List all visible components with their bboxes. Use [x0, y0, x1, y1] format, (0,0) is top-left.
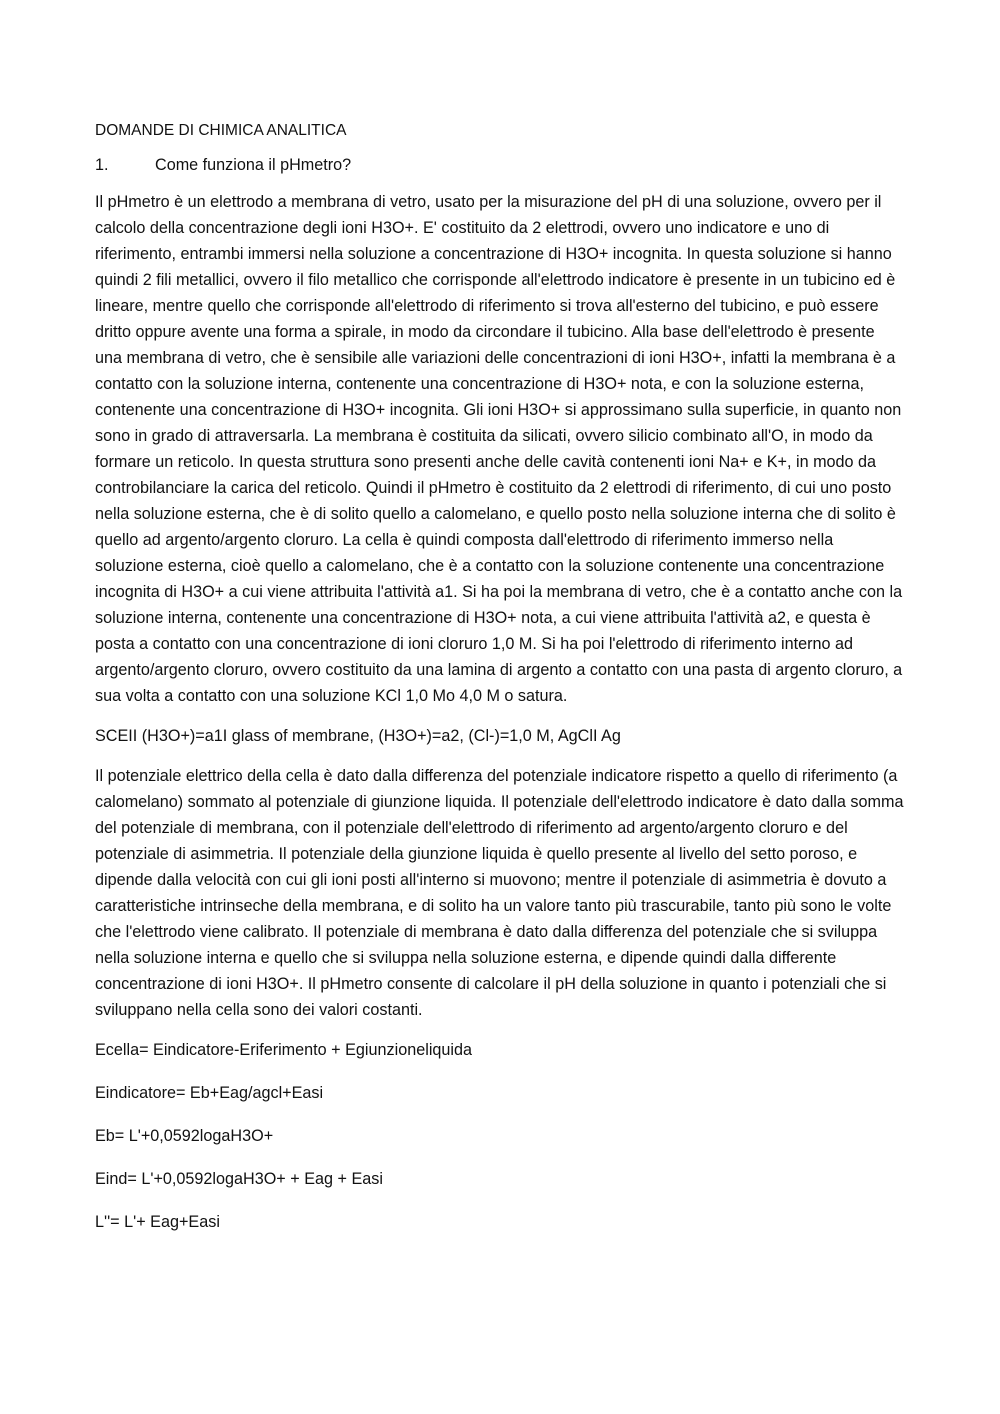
formula-eb: Eb= L'+0,0592logaH3O+: [95, 1127, 274, 1145]
formula-eind: Eind= L'+0,0592logaH3O+ + Eag + Easi: [95, 1170, 383, 1188]
question-text: Come funziona il pHmetro?: [155, 156, 352, 174]
answer-paragraph-2: Il potenziale elettrico della cella è dato dalla differenza del potenziale indicatore rispetto a quello di riferimento (a calomelano) sommato al potenziale di giunzione liquida. Il potenziale dell'elettrodo indicatore è dato dalla somma del potenziale di membrana, con il potenziale dell'elettrodo di riferimento ad argento/argento cloruro e del potenziale di asimmetria. Il potenziale della giunzione liquida è quello presente al livello del setto poroso, e dipende dalla velocità con cui gli ioni posti all'interno si muovono; mentre il potenziale di asimmetria è dovuto a caratteristiche intrinseche della membrana, e di solito ha un valore tanto più trascurabile, tanto più sono le volte che l'elettrodo viene calibrato. Il potenziale di membrana è dato dalla differenza del potenziale che si sviluppa nella soluzione interna e quello che si sviluppa nella soluzione esterna, e dipende quindi dalla differente concentrazione di ioni H3O+. Il pHmetro consente di calcolare il pH della soluzione in quanto i potenziali che si sviluppano nella cella sono dei valori costanti.: [95, 767, 904, 1019]
document-title: DOMANDE DI CHIMICA ANALITICA: [95, 122, 347, 139]
cell-notation: SCEII (H3O+)=a1I glass of membrane, (H3O+)=a2, (Cl-)=1,0 M, AgClI Ag: [95, 727, 621, 745]
answer-paragraph-1: Il pHmetro è un elettrodo a membrana di vetro, usato per la misurazione del pH di una soluzione, ovvero per il calcolo della concentrazione degli ioni H3O+. E' costituito da 2 elettrodi, ovvero uno indicatore e uno di riferimento, entrambi immersi nella soluzione a concentrazione di H3O+ incognita. In questa soluzione si hanno quindi 2 fili metallici, ovvero il filo metallico che corrisponde all'elettrodo indicatore è presente in un tubicino ed è lineare, mentre quello che corrisponde all'elettrodo di riferimento si trova all'esterno del tubicino, e può essere dritto oppure avente una forma a spirale, in modo da circondare il tubicino. Alla base dell'elettrodo è presente una membrana di vetro, che è sensibile alle variazioni delle concentrazioni di ioni H3O+, infatti la membrana è a contatto con la soluzione interna, contenente una concentrazione di H3O+ nota, e con la soluzione esterna, contenente una concentrazione di H3O+ incognita. Gli ioni H3O+ si approssimano sulla superficie, in quanto non sono in grado di attraversarla. La membrana è costituita da silicati, ovvero silicio combinato all'O, in modo da formare un reticolo. In questa struttura sono presenti anche delle cavità contenenti ioni Na+ e K+, in modo da controbilanciare la carica del reticolo. Quindi il pHmetro è costituito da 2 elettrodi di riferimento, di cui uno posto nella soluzione esterna, che è di solito quello a calomelano, e quello posto nella soluzione interna che di solito è quello ad argento/argento cloruro. La cella è quindi composta dall'elettrodo di riferimento immerso nella soluzione esterna, cioè quello a calomelano, che è a contatto con la soluzione contenente una concentrazione incognita di H3O+ a cui viene attribuita l'attività a1. Si ha poi la membrana di vetro, che è a contatto anche con la soluzione interna, contenente una concentrazione di H3O+ nota, a cui viene attribuita l'attività a2, e questa è posta a contatto con una concentrazione di ioni cloruro 1,0 M. Si ha poi l'elettrodo di riferimento interno ad argento/argento cloruro, ovvero costituito da una lamina di argento a contatto con una pasta di argento cloruro, a sua volta a contatto con una soluzione KCl 1,0 Mo 4,0 M o satura.: [95, 193, 903, 705]
formula-ecella: Ecella= Eindicatore-Eriferimento + Egiunzioneliquida: [95, 1041, 473, 1059]
question-heading: [95, 154, 905, 176]
document-body: [95, 120, 905, 1252]
formula-l-double-prime: L''= L'+ Eag+Easi: [95, 1213, 220, 1231]
question-number: 1.: [95, 156, 109, 174]
formula-eindicatore: Eindicatore= Eb+Eag/agcl+Easi: [95, 1084, 324, 1102]
